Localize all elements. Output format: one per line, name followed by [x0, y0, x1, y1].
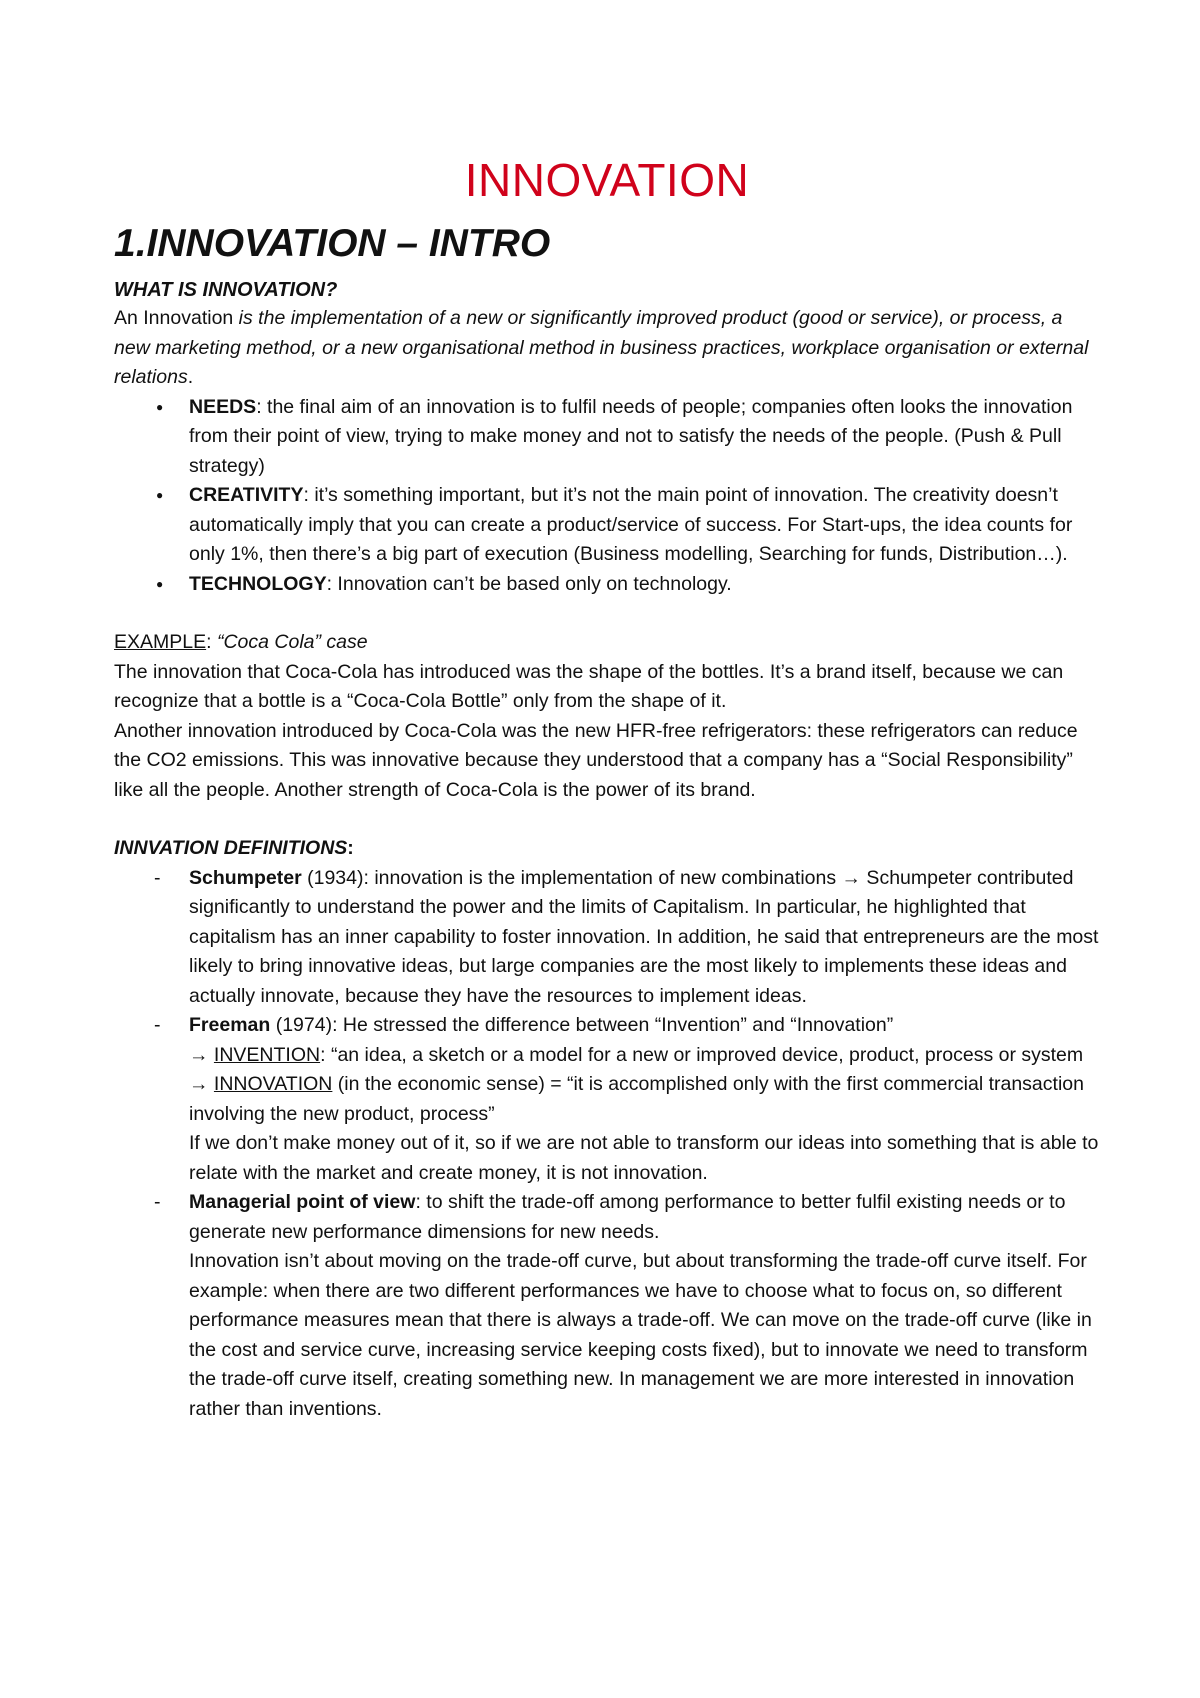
technology-text: : Innovation can’t be based only on technology. [326, 572, 732, 595]
list-item-technology [114, 570, 1100, 600]
definitions-list [114, 864, 1100, 1425]
definitions-heading-text: INNVATION DEFINITIONS [114, 837, 348, 859]
invention-text: : “an idea, a sketch or a model for a new or improved device, product, process or system [320, 1043, 1084, 1066]
freeman-text: (1974): He stressed the difference between “Invention” and “Innovation” [270, 1014, 894, 1036]
definition-paragraph [114, 304, 1100, 393]
definition-lead: An Innovation [114, 307, 234, 329]
document-title: INNOVATION [464, 154, 750, 206]
example-case-name: “Coca Cola” case [216, 631, 368, 653]
key-points-list [114, 393, 1100, 600]
spacer [114, 599, 1100, 628]
freeman-innovation-line [189, 1070, 1100, 1129]
schumpeter-text: (1934): innovation is the implementation of new combinations [301, 866, 842, 889]
spacer [114, 805, 1100, 834]
arrow-right-icon: → [189, 1073, 209, 1095]
needs-text: : the final aim of an innovation is to fulfil needs of people; companies often looks the innovation from their point of view, trying to make money and not to satisfy the needs of the people. (Push & Pull strategy) [189, 395, 1073, 477]
innovation-label: INNOVATION [213, 1073, 333, 1095]
arrow-right-icon: → [189, 1043, 209, 1066]
freeman-invention-line [189, 1041, 1100, 1071]
term-technology: TECHNOLOGY [189, 572, 327, 595]
example-heading [114, 628, 1100, 658]
schumpeter-rest: Schumpeter contributed significantly to understand the power and the limits of Capitalism. In particular, he highlighted that capitalism has an inner capability to foster innovation. In addition, he said that entrepreneurs are the most likely to bring innovative ideas, but large companies are the most likely to implements these ideas and actually innovate, because they have the resources to implement ideas. [189, 866, 1099, 1007]
schumpeter-name: Schumpeter [189, 866, 302, 889]
example-label: EXAMPLE [114, 631, 207, 653]
list-item-needs [114, 393, 1100, 482]
managerial-text: : to shift the trade-off among performance to better fulfil existing needs or to generate new performance dimensions for new needs. [189, 1191, 1066, 1243]
arrow-right-icon: → [841, 866, 862, 889]
definition-text: is the implementation of a new or significantly improved product (good or service), or process, a new marketing method, or a new organisational method in business practices, workplace organisation or external relations [114, 307, 1089, 388]
term-needs: NEEDS [189, 395, 257, 418]
definition-end: . [187, 366, 194, 388]
list-item-managerial [114, 1188, 1100, 1424]
term-creativity: CREATIVITY [189, 484, 304, 506]
example-colon: : [206, 631, 217, 653]
list-item-freeman [114, 1011, 1100, 1188]
subheading-what-is-innovation: WHAT IS INNOVATION? [114, 279, 338, 301]
creativity-text: : it’s something important, but it’s not the main point of innovation. The creativity doesn’t automatically imply that you can create a product/service of success. For Start-ups, the idea counts for only 1%, then there’s a big part of execution (Business modelling, Searching for funds, Distribution…). [189, 484, 1073, 565]
invention-label: INVENTION [213, 1043, 321, 1066]
definitions-heading-colon: : [347, 837, 354, 859]
example-paragraph-1: The innovation that Coca-Cola has introduced was the shape of the bottles. It’s a brand itself, because we can recognize that a bottle is a “Coca-Cola Bottle” only from the shape of it. [114, 660, 1064, 712]
innovation-text: (in the economic sense) = “it is accomplished only with the first commercial transaction involving the new product, process” [189, 1073, 1084, 1125]
section-heading: 1.INNOVATION – INTRO [114, 222, 551, 265]
list-item-schumpeter [114, 864, 1100, 1012]
list-item-creativity [114, 481, 1100, 570]
example-paragraph-2: Another innovation introduced by Coca-Cola was the new HFR-free refrigerators: these refrigerators can reduce the CO2 emissions. This was innovative because they understood that a company has a “Social Responsibility” like all the people. Another strength of Coca-Cola is the power of its brand. [114, 719, 1078, 801]
freeman-note: If we don’t make money out of it, so if we are not able to transform our ideas into something that is able to relate with the market and create money, it is not innovation. [189, 1132, 1099, 1184]
managerial-name: Managerial point of view [189, 1191, 416, 1213]
definitions-heading [114, 834, 1100, 864]
managerial-more: Innovation isn’t about moving on the trade-off curve, but about transforming the trade-off curve itself. For example: when there are two different performances we have to choose what to focus on, so different performance measures mean that there is always a trade-off. We can move on the trade-off curve (like in the cost and service curve, increasing service keeping costs fixed), but to innovate we need to transform the trade-off curve itself, creating something new. In management we are more interested in innovation rather than inventions. [189, 1250, 1092, 1420]
freeman-name: Freeman [189, 1014, 271, 1036]
